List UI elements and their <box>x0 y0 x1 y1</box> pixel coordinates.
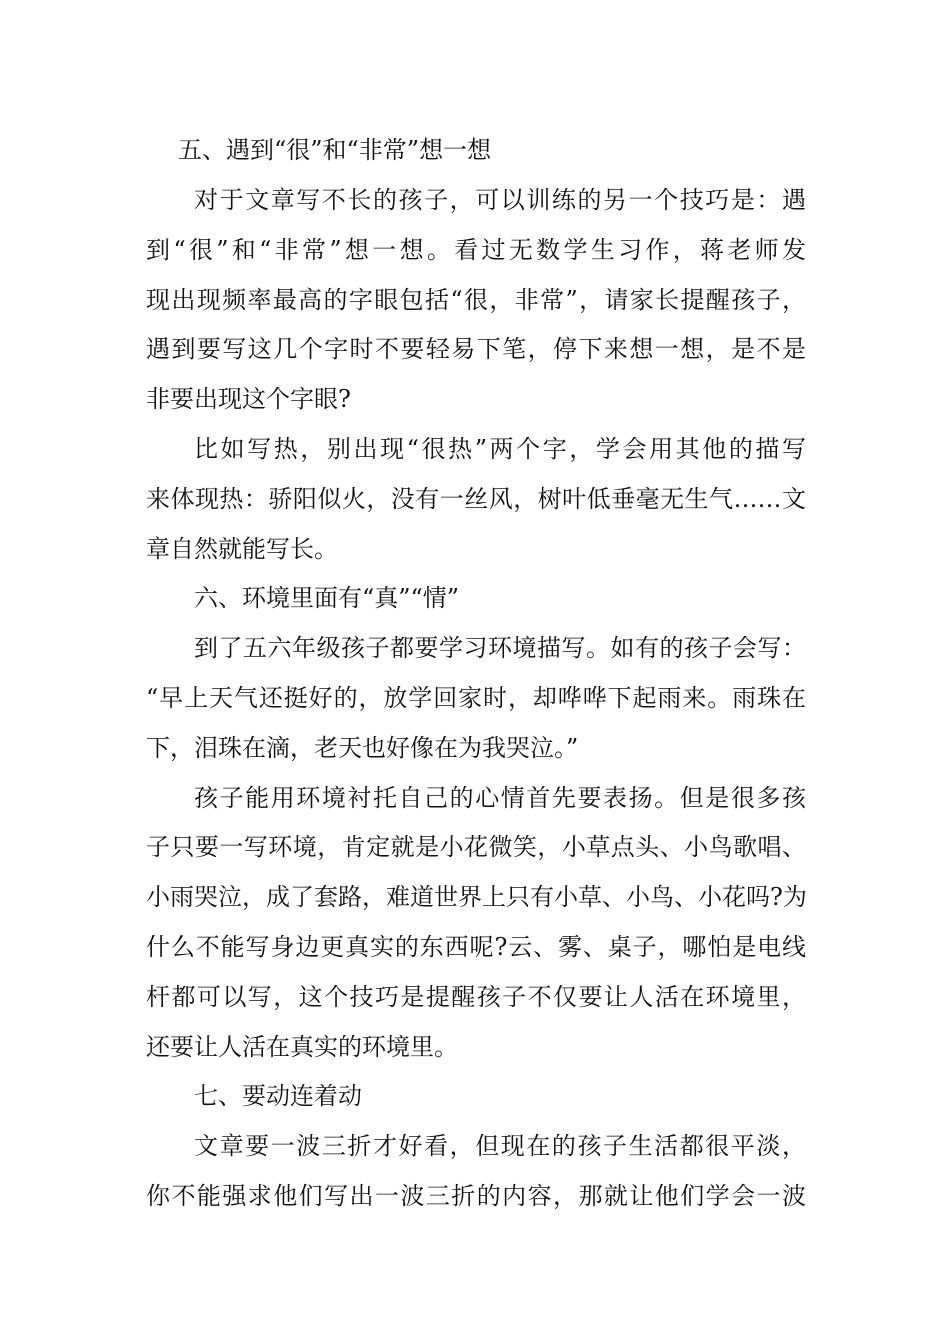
paragraph-line: 还要让人活在真实的环境里。 <box>146 1033 458 1061</box>
paragraph-line: 非要出现这个字眼? <box>146 385 351 413</box>
paragraph-line: 小雨哭泣，成了套路，难道世界上只有小草、小鸟、小花吗?为 <box>146 883 807 911</box>
paragraph-line: “早上天气还挺好的，放学回家时，却哗哗下起雨来。雨珠在 <box>146 684 806 712</box>
paragraph-line: 子只要一写环境，肯定就是小花微笑，小草点头、小鸟歌唱、 <box>146 833 806 861</box>
paragraph-line: 比如写热，别出现“很热”两个字，学会用其他的描写 <box>194 435 806 463</box>
paragraph-line: 杆都可以写，这个技巧是提醒孩子不仅要让人活在环境里， <box>146 983 806 1011</box>
paragraph-line: 文章要一波三折才好看，但现在的孩子生活都很平淡， <box>194 1132 806 1160</box>
paragraph-line: 章自然就能写长。 <box>146 535 338 563</box>
paragraph-line: 到“很”和“非常”想一想。看过无数学生习作，蒋老师发 <box>146 236 806 264</box>
paragraph-line: 孩子能用环境衬托自己的心情首先要表扬。但是很多孩 <box>194 784 806 812</box>
section-heading-5: 五、遇到“很”和“非常”想一想 <box>178 136 492 164</box>
section-heading-6: 六、环境里面有“真”“情” <box>194 584 460 612</box>
section-heading-7: 七、要动连着动 <box>194 1082 362 1110</box>
paragraph-line: 到了五六年级孩子都要学习环境描写。如有的孩子会写： <box>194 634 806 662</box>
paragraph-line: 对于文章写不长的孩子，可以训练的另一个技巧是：遇 <box>194 186 806 214</box>
paragraph-line: 来体现热：骄阳似火，没有一丝风，树叶低垂毫无生气……文 <box>146 485 806 513</box>
paragraph-line: 什么不能写身边更真实的东西呢?云、雾、桌子，哪怕是电线 <box>146 933 806 961</box>
paragraph-line: 下，泪珠在滴，老天也好像在为我哭泣。” <box>146 734 579 762</box>
paragraph-line: 遇到要写这几个字时不要轻易下笔，停下来想一想，是不是 <box>146 335 806 363</box>
paragraph-line: 你不能强求他们写出一波三折的内容，那就让他们学会一波 <box>146 1182 806 1210</box>
paragraph-line: 现出现频率最高的字眼包括“很，非常”，请家长提醒孩子， <box>146 286 806 314</box>
